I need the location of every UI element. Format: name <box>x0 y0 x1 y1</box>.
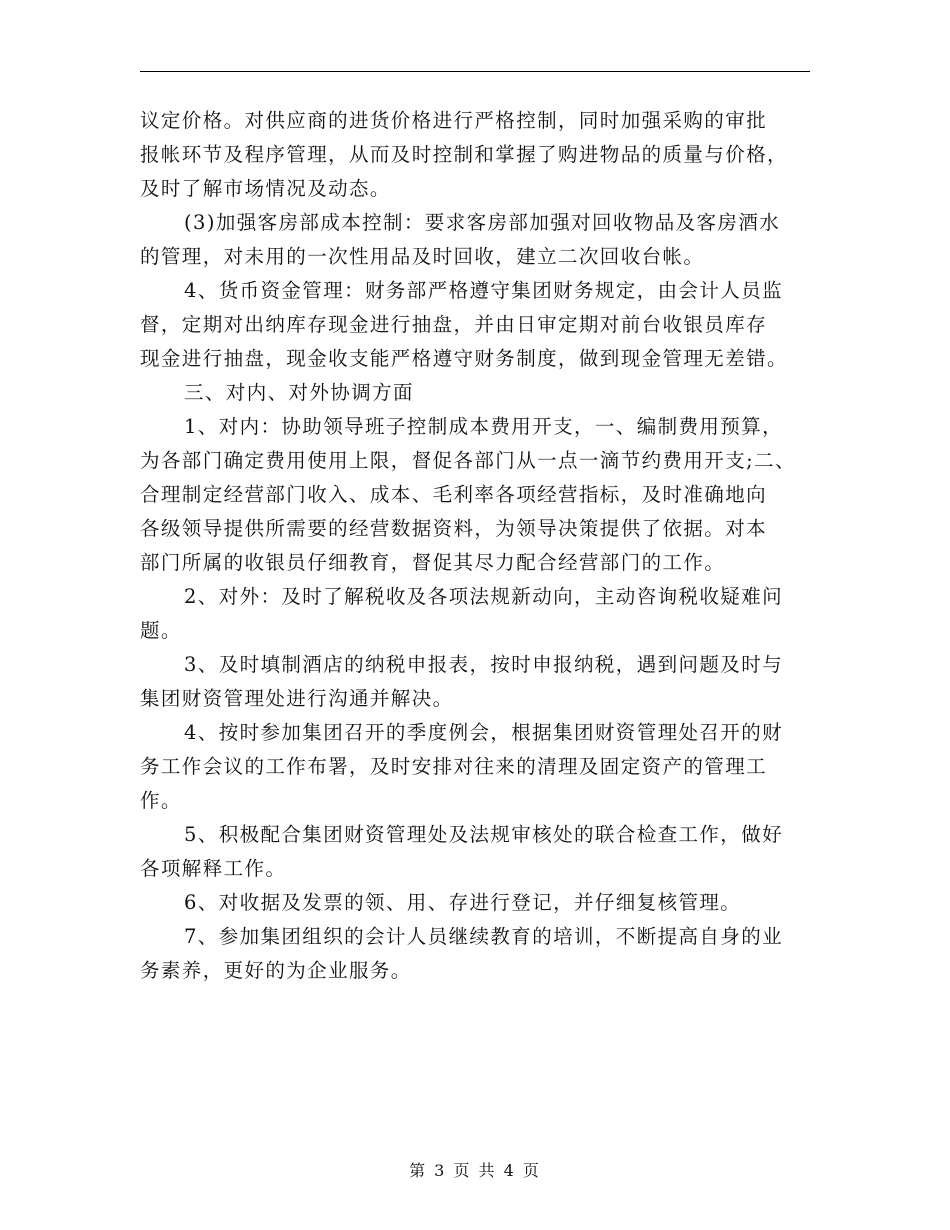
paragraph-line: 集团财资管理处进行沟通并解决。 <box>140 687 454 710</box>
paragraph-line: 合理制定经营部门收入、成本、毛利率各项经营指标，及时准确地向 <box>140 483 768 506</box>
paragraph-line: 的管理，对未用的一次性用品及时回收，建立二次回收台帐。 <box>140 245 705 268</box>
section-heading: 三、对内、对外协调方面 <box>184 381 414 404</box>
paragraph-line: 4、货币资金管理：财务部严格遵守集团财务规定，由会计人员监 <box>184 279 784 302</box>
paragraph-line: 1、对内：协助领导班子控制成本费用开支，一、编制费用预算， <box>184 415 784 438</box>
paragraph-line: 为各部门确定费用使用上限，督促各部门从一点一滴节约费用开支;二、 <box>140 449 796 472</box>
paragraph-line: 4、按时参加集团召开的季度例会，根据集团财资管理处召开的财 <box>184 721 784 744</box>
page-number-footer: 第 3 页 共 4 页 <box>409 1161 541 1180</box>
paragraph-line: (3)加强客房部成本控制：要求客房部加强对回收物品及客房酒水 <box>184 211 781 234</box>
paragraph-line: 务素养，更好的为企业服务。 <box>140 959 412 982</box>
paragraph-line: 部门所属的收银员仔细教育，督促其尽力配合经营部门的工作。 <box>140 551 726 574</box>
paragraph-line: 现金进行抽盘，现金收支能严格遵守财务制度，做到现金管理无差错。 <box>140 347 788 370</box>
paragraph-line: 2、对外：及时了解税收及各项法规新动向，主动咨询税收疑难问 <box>184 585 784 608</box>
paragraph-line: 作。 <box>140 789 182 812</box>
paragraph-line: 各项解释工作。 <box>140 857 287 880</box>
paragraph-line: 题。 <box>140 619 182 642</box>
paragraph-line: 5、积极配合集团财资管理处及法规审核处的联合检查工作，做好 <box>184 823 784 846</box>
paragraph-line: 3、及时填制酒店的纳税申报表，按时申报纳税，遇到问题及时与 <box>184 653 784 676</box>
paragraph-line: 务工作会议的工作布署，及时安排对往来的清理及固定资产的管理工 <box>140 755 768 778</box>
paragraph-line: 督，定期对出纳库存现金进行抽盘，并由日审定期对前台收银员库存 <box>140 313 768 336</box>
paragraph-line: 报帐环节及程序管理，从而及时控制和掌握了购进物品的质量与价格， <box>140 143 788 166</box>
paragraph-line: 及时了解市场情况及动态。 <box>140 177 391 200</box>
paragraph-line: 7、参加集团组织的会计人员继续教育的培训，不断提高自身的业 <box>184 925 784 948</box>
paragraph-line: 6、对收据及发票的领、用、存进行登记，并仔细复核管理。 <box>184 891 742 914</box>
header-rule <box>140 71 810 72</box>
paragraph-line: 各级领导提供所需要的经营数据资料，为领导决策提供了依据。对本 <box>140 517 768 540</box>
paragraph-line: 议定价格。对供应商的进货价格进行严格控制，同时加强采购的审批 <box>140 109 768 132</box>
body-text <box>140 104 830 988</box>
